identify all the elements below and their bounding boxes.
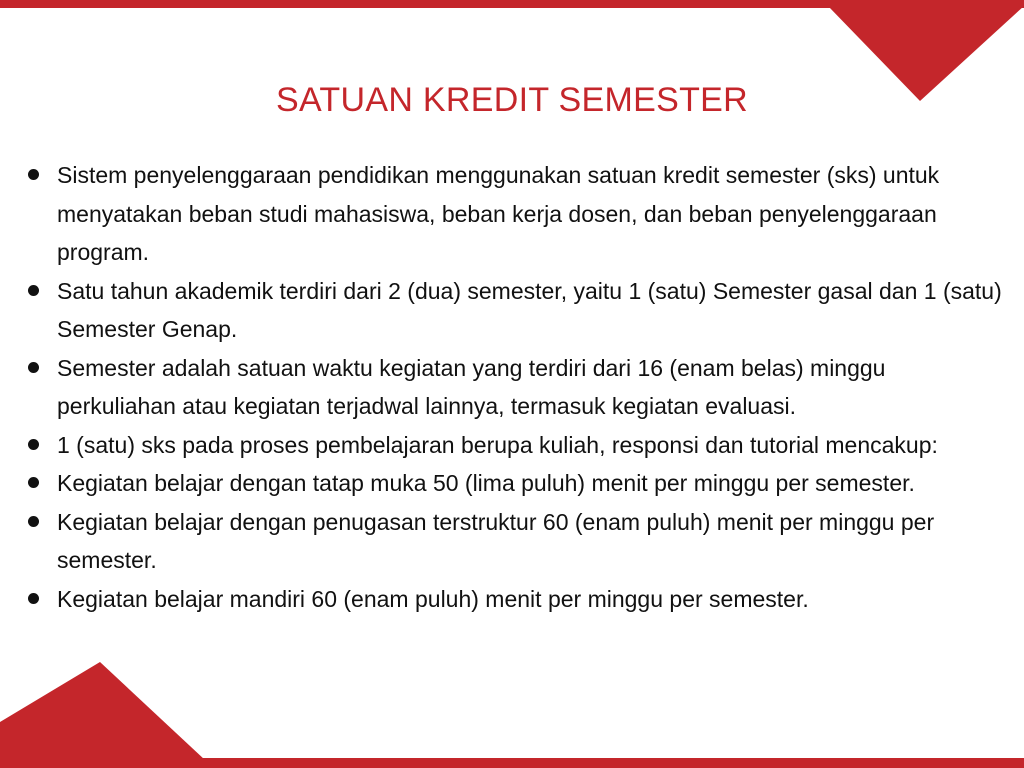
bottom-accent-bar bbox=[0, 758, 1024, 768]
bullet-item bbox=[28, 426, 1008, 465]
bullet-list bbox=[28, 156, 1008, 618]
top-accent-bar bbox=[0, 0, 1024, 8]
bullet-dot-icon bbox=[28, 593, 39, 604]
bullet-dot-icon bbox=[28, 362, 39, 373]
bullet-item bbox=[28, 464, 1008, 503]
bullet-text: 1 (satu) sks pada proses pembelajaran berupa kuliah, responsi dan tutorial mencakup: bbox=[57, 431, 938, 458]
bullet-dot-icon bbox=[28, 477, 39, 488]
bullet-text: Kegiatan belajar dengan tatap muka 50 (lima puluh) menit per minggu per semester. bbox=[57, 470, 915, 496]
bullet-dot-icon bbox=[28, 169, 39, 180]
bullet-text: Sistem penyelenggaraan pendidikan menggunakan satuan kredit semester (sks) untuk menyatakan beban studi mahasiswa, beban kerja dosen, dan beban penyelenggaraan program. bbox=[57, 162, 940, 265]
bullet-item bbox=[28, 272, 1008, 349]
bullet-dot-icon bbox=[28, 285, 39, 296]
bullet-text: Kegiatan belajar mandiri 60 (enam puluh) menit per minggu per semester. bbox=[57, 585, 809, 612]
bottom-left-triangle bbox=[0, 662, 205, 760]
bullet-item bbox=[28, 580, 1008, 619]
bullet-dot-icon bbox=[28, 439, 39, 450]
bullet-text: Kegiatan belajar dengan penugasan terstruktur 60 (enam puluh) menit per minggu per semester. bbox=[57, 508, 935, 573]
bullet-item bbox=[28, 156, 1008, 272]
bullet-item bbox=[28, 503, 1008, 580]
bullet-text: Semester adalah satuan waktu kegiatan yang terdiri dari 16 (enam belas) minggu perkuliahan atau kegiatan terjadwal lainnya, termasuk kegiatan evaluasi. bbox=[57, 354, 886, 419]
bullet-text: Satu tahun akademik terdiri dari 2 (dua) semester, yaitu 1 (satu) Semester gasal dan 1 (satu) Semester Genap. bbox=[57, 277, 1002, 342]
bullet-item bbox=[28, 349, 1008, 426]
slide-title: SATUAN KREDIT SEMESTER bbox=[276, 81, 748, 119]
bullet-dot-icon bbox=[28, 516, 39, 527]
